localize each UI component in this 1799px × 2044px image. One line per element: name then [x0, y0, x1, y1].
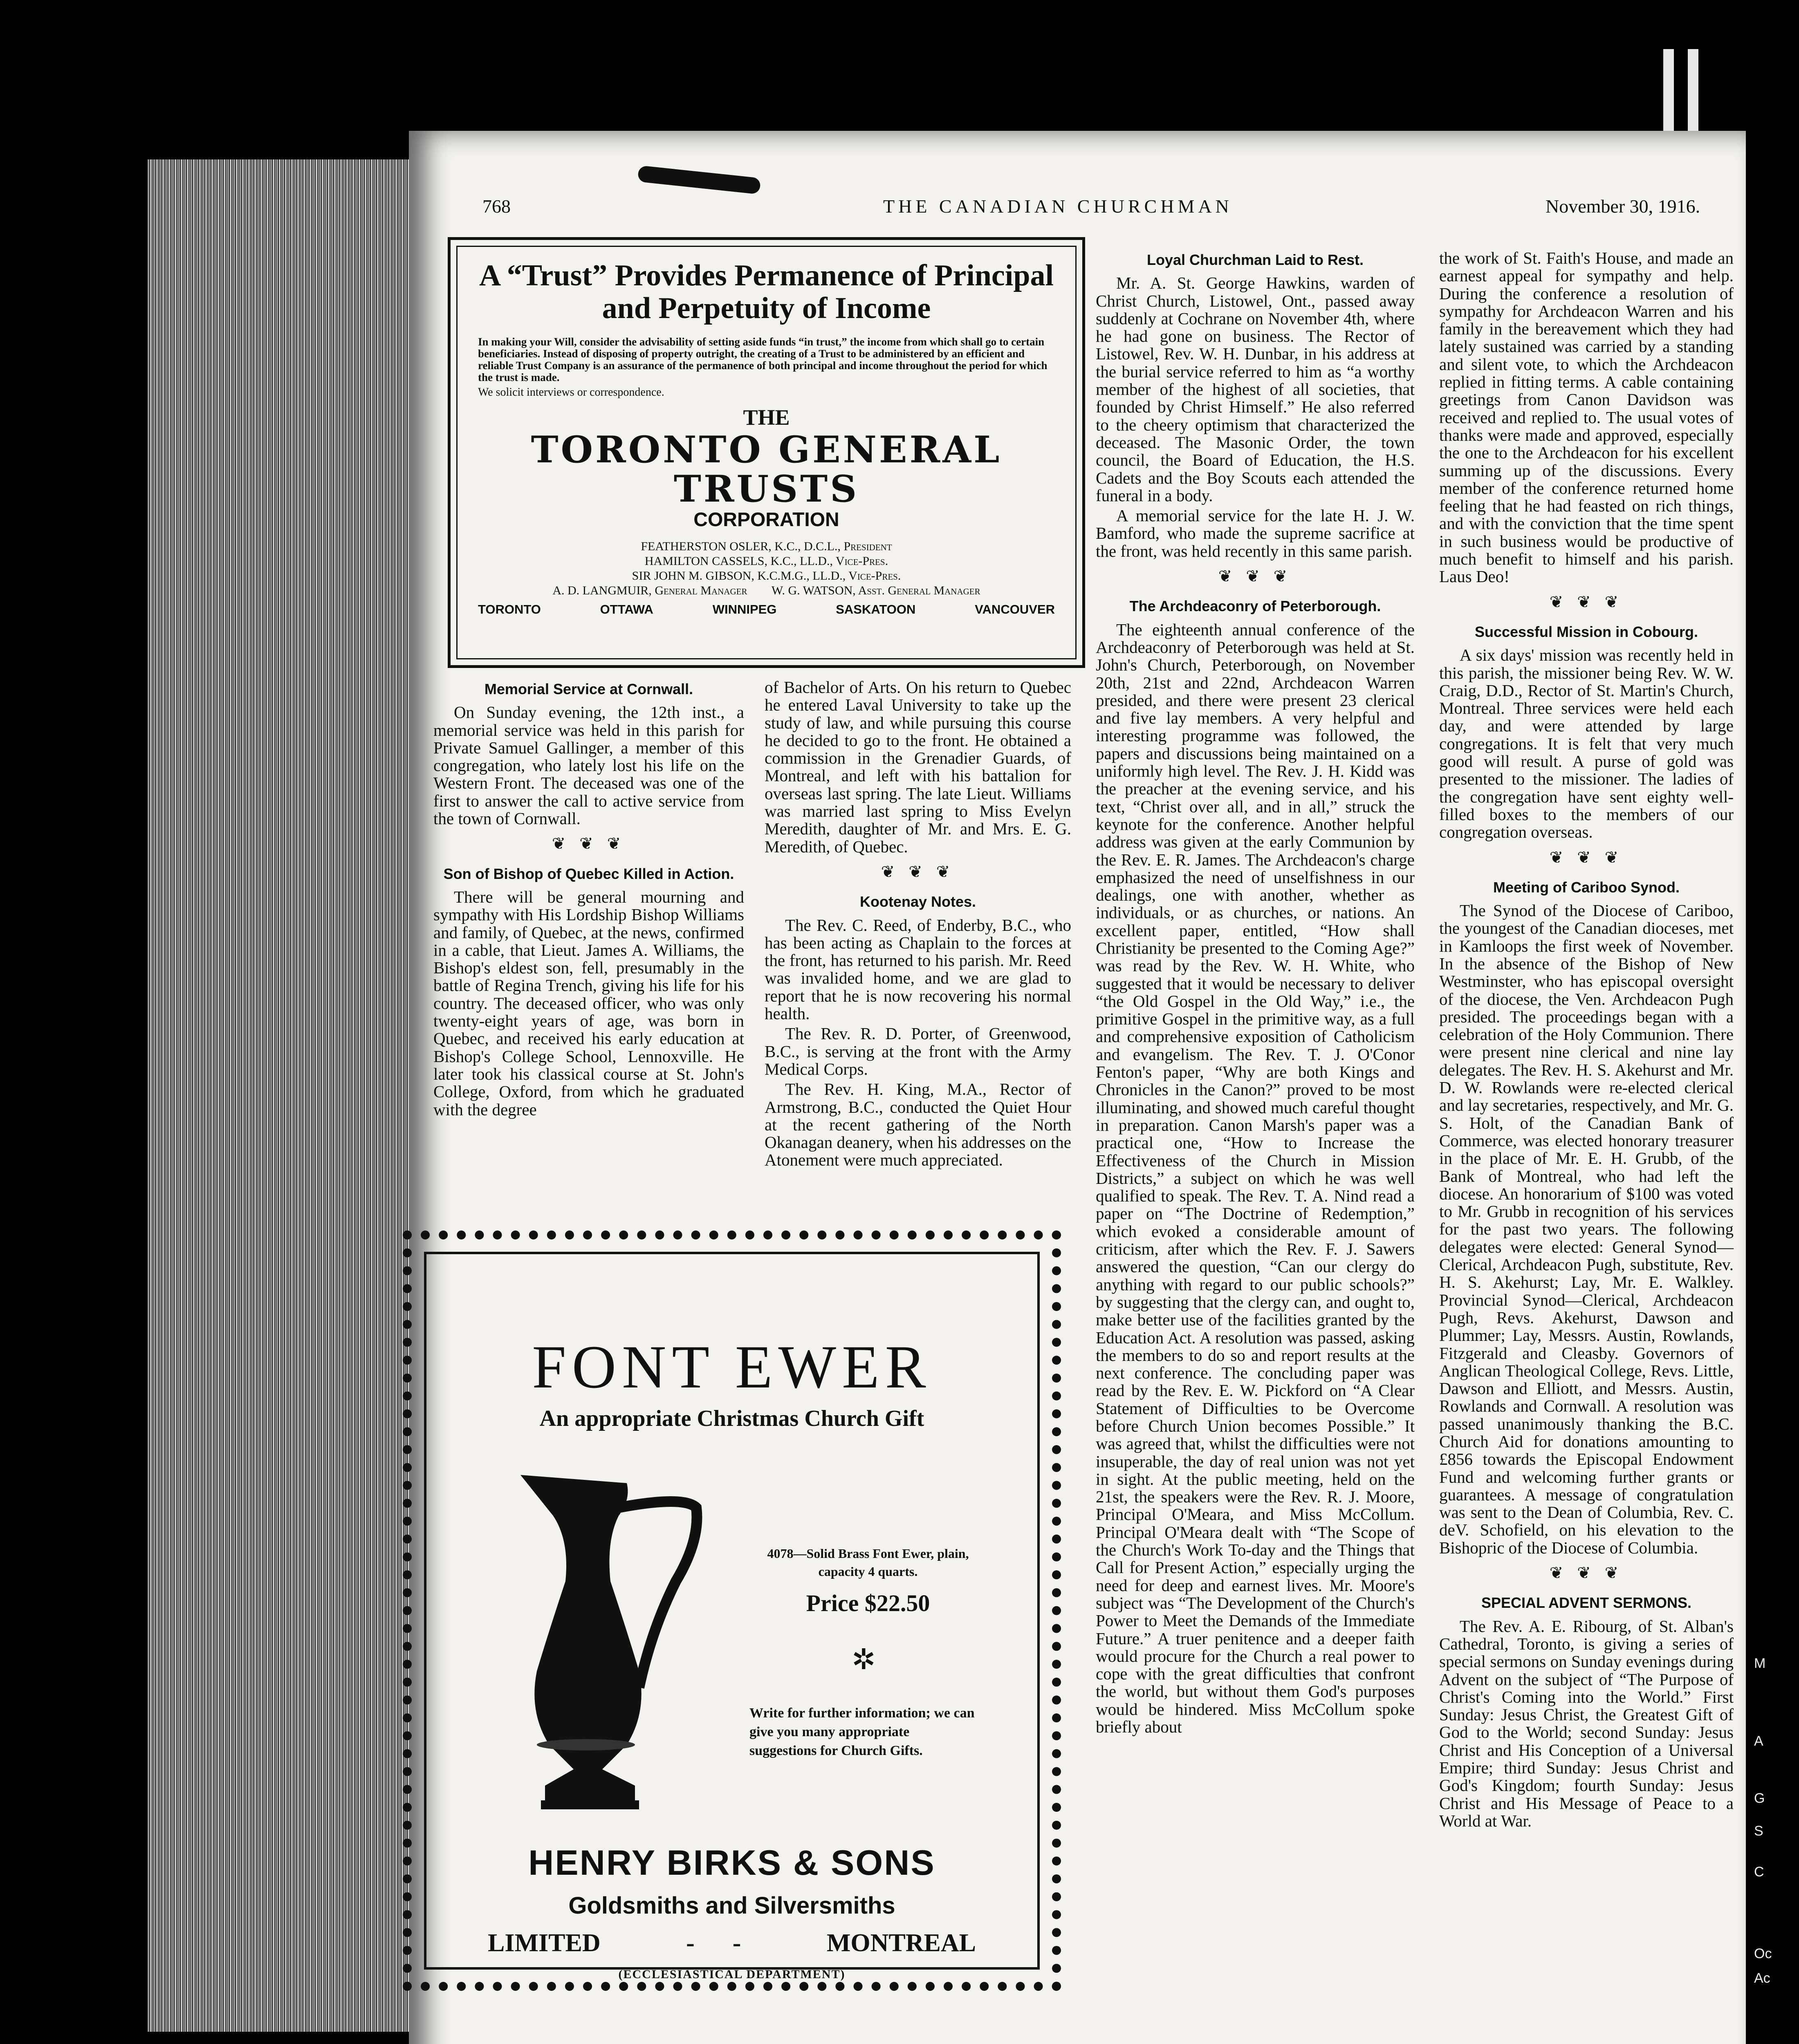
article-text: There will be general mourning and sympathy with His Lordship Bishop Williams and family, of Quebec, at the news, confirmed in a cable, that Lieut. James A. Williams, the Bishop's eldest son, fell, presumably in the battle of Regina Trench, giving his life for his country. The deceased officer, who was only twenty-eight years of age, was born in Quebec, and received his early education at Bishop's College School, Lennoxville. He later took his classical course at St. John's College, Oxford, from which he graduated with the degree [433, 887, 744, 1119]
section-ornament: ❦ ❦ ❦ [881, 862, 955, 881]
ewer-body [520, 1475, 642, 1802]
section-ornament: ❦ ❦ ❦ [1549, 592, 1624, 611]
article-text: The Rev. H. King, M.A., Rector of Armstrong, B.C., conducted the Quiet Hour at the recent gathering of the North Okanagan deanery, when his addresses on the Atonement were much appreciated. [765, 1080, 1071, 1170]
publication-title: THE CANADIAN CHURCHMAN [883, 196, 1233, 217]
trust-city: VANCOUVER [975, 602, 1055, 616]
column-4 [1439, 249, 1734, 1832]
trust-advertisement [448, 237, 1085, 668]
facing-page-fragment: A [1754, 1733, 1763, 1749]
article-text: the work of St. Faith's House, and made an earnest appeal for sympathy and help. During the conference a resolution of sympathy for Archdeacon Warren and his family in the bereavement which they had lately sustained was carried by a standing and silent vote, to which the Archdeacon replied in fitting terms. A cable containing greetings from Canon Davidson was received and replied to. The usual votes of thanks were made and approved, especially the one to the Archdeacon for his excellent summing up of the discussions. Every member of the conference returned home feeling that he had feasted on rich things, and with the conviction that the time spent in such business would be productive of much benefit to himself and his parish. Laus Deo! [1439, 249, 1734, 586]
trust-officer: SIR JOHN M. GIBSON, K.C.M.G., LL.D., Vice-Pres. [632, 569, 901, 583]
facing-page-fragment: G [1754, 1791, 1765, 1806]
trust-solicit: We solicit interviews or correspondence. [478, 386, 664, 399]
article-text: On Sunday evening, the 12th inst., a memorial service was held in this parish for Private Samuel Gallinger, a member of this congregation, who lately lost his life on the Western Front. The deceased was one of the first to answer the call to active service from the town of Cornwall. [433, 703, 744, 828]
book-binding-edge [147, 159, 409, 2032]
facing-page-fragment: Ac [1754, 1970, 1770, 1986]
font-ewer-advertisement [403, 1230, 1061, 1991]
article-text: The Synod of the Diocese of Cariboo, the youngest of the Canadian dioceses, met in Kamloops the first week of November. In the absence of the Bishop of New Westminster, who has episcopal oversight of the diocese, the Ven. Archdeacon Pugh presided. The proceedings began with a celebration of the Holy Communion. There were present nine clerical and nine lay delegates. The Rev. H. S. Akehurst and Mr. D. W. Rowlands were re-elected clerical and lay secretaries, respectively, and Mr. G. S. Holt, of the Canadian Bank of Commerce, was elected honorary treasurer in the place of Mr. E. H. Grubb, of the Bank of Montreal, who had left the diocese. An honorarium of $100 was voted to Mr. Grubb in recognition of his services for the past two years. The following delegates were elected: General Synod—Clerical, Archdeacon Pugh, substitute, Rev. H. S. Akehurst; Lay, Mr. E. Walkley. Provincial Synod—Clerical, Archdeacon Pugh, Revs. Akehurst, Dawson and Plummer; Lay, Messrs. Austin, Rowlands, Fitzgerald and Cleasby. Governors of Anglican Theological College, Revs. Little, Dawson and Elliott, and Messrs. Austin, Rowlands and Cornwall. A resolution was passed unanimously thanking the B.C. Church Aid for donations amounting to £856 towards the Episcopal Endowment Fund and welcoming further grants or guarantees. A message of congratulation was sent to the Dean of Columbia, Rev. C. deV. Schofield, on his elevation to the Bishopric of the Diocese of Columbia. [1439, 901, 1734, 1557]
facing-page-fragment: Oc [1754, 1946, 1772, 1961]
section-ornament: ❦ ❦ ❦ [552, 834, 626, 853]
trust-officer: A. D. LANGMUIR, General Manager W. G. WATSON, Asst. General Manager [552, 584, 980, 597]
article-text: The Rev. R. D. Porter, of Greenwood, B.C., is serving at the front with the Army Medical Corps. [765, 1024, 1071, 1078]
column-3 [1096, 249, 1415, 1738]
article-heading: Kootenay Notes. [859, 893, 976, 910]
firm-dash: - - [686, 1929, 741, 1957]
article-text: Mr. A. St. George Hawkins, warden of Christ Church, Listowel, Ont., passed away suddenly at Cochrane on November 4th, where he had gone on business. The Rector of Listowel, Rev. W. H. Dunbar, in his address at the burial service referred to him as “a worthy member of the highest of all societies, that founded by Christ Himself.” He also referred to the cheery optimism that characterized the deceased. The Masonic Order, the town council, the Board of Education, the H.S. Cadets and the Boy Scouts each attended the funeral in a body. [1096, 273, 1415, 505]
column-1 [433, 679, 744, 1121]
trust-body: In making your Will, consider the advisability of setting aside funds “in trust,” the income from which shall go to certain beneficiaries. Instead of disposing of property outright, the creating of a Trust to be administered by an efficient and reliable Trust Company is an assurance of the permanence of both principal and income throughout the period for which the trust is made. [478, 336, 1048, 383]
trust-officer: FEATHERSTON OSLER, K.C., D.C.L., President [641, 540, 892, 553]
trust-city: TORONTO [478, 602, 541, 616]
section-ornament: ❦ ❦ ❦ [1549, 1564, 1624, 1582]
firm-city: MONTREAL [826, 1929, 976, 1957]
article-heading: The Archdeaconry of Peterborough. [1129, 598, 1381, 615]
firm-department: (ECCLESIASTICAL DEPARTMENT) [618, 1968, 846, 1981]
trust-corporation: CORPORATION [693, 509, 839, 531]
article-heading: Loyal Churchman Laid to Rest. [1146, 251, 1364, 268]
ewer-price: Price $22.50 [806, 1590, 930, 1616]
article-heading: Memorial Service at Cornwall. [484, 681, 693, 697]
firm-location [488, 1929, 976, 1958]
facing-page-fragment: C [1754, 1864, 1764, 1880]
ewer-band [537, 1739, 635, 1750]
article-heading: Successful Mission in Cobourg. [1474, 623, 1698, 640]
article-heading: Son of Bishop of Quebec Killed in Action. [443, 865, 734, 882]
article-text: The Rev. A. E. Ribourg, of St. Alban's Cathedral, Toronto, is giving a series of special sermons on Sunday evenings during Advent on the subject of “The Purpose of Christ's Coming into the World.” First Sunday: Jesus Christ, the Greatest Gift of God to the World; second Sunday: Jesus Christ and His Conception of a Universal Empire; third Sunday: Jesus Christ and God's Kingdom; fourth Sunday: Jesus Christ and His Message of Peace to a World at War. [1439, 1616, 1734, 1830]
facing-page-fragment: S [1754, 1823, 1763, 1839]
flourish-icon: ✲ [852, 1644, 876, 1676]
article-text: The eighteenth annual conference of the Archdeaconry of Peterborough was held at St. John's Church, Peterborough, on November 20th, 21st and 22nd, Archdeacon Warren presided, and there were present 23 clerical and five lay members. A very helpful and interesting programme was followed, the papers and discussions being maintained on a uniformly high level. The Rev. J. H. Kidd was the preacher at the evening service, and his text, “Christ over all, and in all,” struck the keynote for the conference. Another helpful address was given at the early Communion by the Rev. E. R. James. The Archdeacon's charge emphasized the need of unselfishness in our dealings, one with another, whether as individuals, or as churches, or nations. An excellent paper, entitled, “How shall Christianity be presented to the Coming Age?” was read by the Rev. W. H. White, who suggested that it would be necessary to deliver “the Old Gospel in the Old Way,” i.e., the primitive Gospel in the primitive way, as a full and comprehensive exposition of Catholicism and evangelism. The Rev. T. J. O'Conor Fenton's paper, “Why are both Kings and Chronicles in the Canon?” proved to be most illuminating, and showed much careful thought in preparation. Canon Marsh's paper was a practical one, “How to Increase the Effectiveness of the Church in Mission Districts,” a subject on which he was well qualified to speak. The Rev. T. A. Nind read a paper on “The Doctrine of Redemption,” which evoked a considerable amount of criticism, after which the Rev. F. J. Sawers answered the question, “Can our clergy do anything with regard to our public schools?” by suggesting that the clergy can, and ought to, make better use of the facilities granted by the Education Act. A resolution was passed, asking the members to do so and report results at the next conference. The concluding paper was read by the Rev. E. W. Pickford on “A Clear Statement of Difficulties to be Overcome before Church Union becomes Possible.” It was agreed that, whilst the difficulties were not insuperable, the day of real union was not yet in sight. At the public meeting, held on the 21st, the speakers were the Rev. R. J. Moore, Principal O'Meara, and Miss McCollum. Principal O'Meara dealt with “The Scope of the Church's Work To-day and the Things that Call for Present Action,” especially urging the need for deep and earnest lives. Mr. Moore's subject was “The Development of the Church's Power to Meet the Demands of the Immediate Future.” A truer penitence and a deeper faith would procure for the Church a real power to cope with the great difficulties that confront the world, but without them God's purposes would be hindered. Miss McCollum spoke briefly about [1096, 620, 1415, 1737]
trust-the: THE [743, 405, 790, 430]
trust-company-name: TORONTO GENERAL TRUSTS [531, 428, 1002, 511]
issue-date: November 30, 1916. [1546, 196, 1700, 217]
article-text: The Rev. C. Reed, of Enderby, B.C., who has been acting as Chaplain to the forces at the front, has returned to his parish. Mr. Reed was invalided home, and we are glad to report that he is now recovering his normal health. [765, 915, 1071, 1023]
firm-trade: Goldsmiths and Silversmiths [568, 1892, 895, 1919]
ad-subtitle: An appropriate Christmas Church Gift [539, 1406, 924, 1431]
trust-officer: HAMILTON CASSELS, K.C., LL.D., Vice-Pres. [644, 554, 888, 568]
trust-cities [478, 602, 1055, 617]
article-text: A memorial service for the late H. J. W. Bamford, who made the supreme sacrifice at the front, was held recently in this same parish. [1096, 506, 1415, 560]
ad-title: FONT EWER [532, 1333, 932, 1401]
article-text: A six days' mission was recently held in this parish, the missioner being Rev. W. W. Craig, D.D., Rector of St. Martin's Church, Montreal. Three services were held each day, and were attended by large congregations. It is felt that very much good will result. A purse of gold was presented to the missioner. The ladies of the congregation have sent eighty well-filled boxes to the members of our congregation overseas. [1439, 645, 1734, 842]
column-2 [765, 679, 1071, 1172]
facing-page-fragment: M [1754, 1656, 1766, 1671]
trust-city: WINNIPEG [712, 602, 777, 616]
trust-city: SASKATOON [836, 602, 916, 616]
section-ornament: ❦ ❦ ❦ [1218, 567, 1292, 586]
section-ornament: ❦ ❦ ❦ [1549, 848, 1624, 867]
article-text: of Bachelor of Arts. On his return to Quebec he entered Laval University to take up the study of law, and while pursuing this course he decided to go to the front. He obtained a commission in the Grenadier Guards, of Montreal, and left with his battalion for overseas last spring. The late Lieut. Williams was married last spring to Miss Evelyn Meredith, daughter of Mr. and Mrs. E. G. Meredith, of Quebec. [765, 678, 1071, 856]
article-heading: Meeting of Cariboo Synod. [1493, 879, 1680, 896]
page-number: 768 [482, 196, 511, 217]
ewer-caption: 4078—Solid Brass Font Ewer, plain, capacity 4 quarts. [767, 1546, 969, 1579]
firm-limited: LIMITED [488, 1929, 601, 1957]
ad-inner-border [424, 1252, 1040, 1981]
article-heading: SPECIAL ADVENT SERMONS. [1481, 1594, 1692, 1611]
font-ewer-illustration [504, 1459, 733, 1827]
trust-city: OTTAWA [600, 602, 653, 616]
ewer-inquiry-text: Write for further information; we can give you many appropriate suggestions for Church Gifts. [749, 1706, 975, 1758]
trust-headline: A “Trust” Provides Permanence of Principal and Perpetuity of Income [479, 259, 1054, 325]
ewer-base [541, 1800, 639, 1809]
firm-name: HENRY BIRKS & SONS [528, 1843, 935, 1883]
